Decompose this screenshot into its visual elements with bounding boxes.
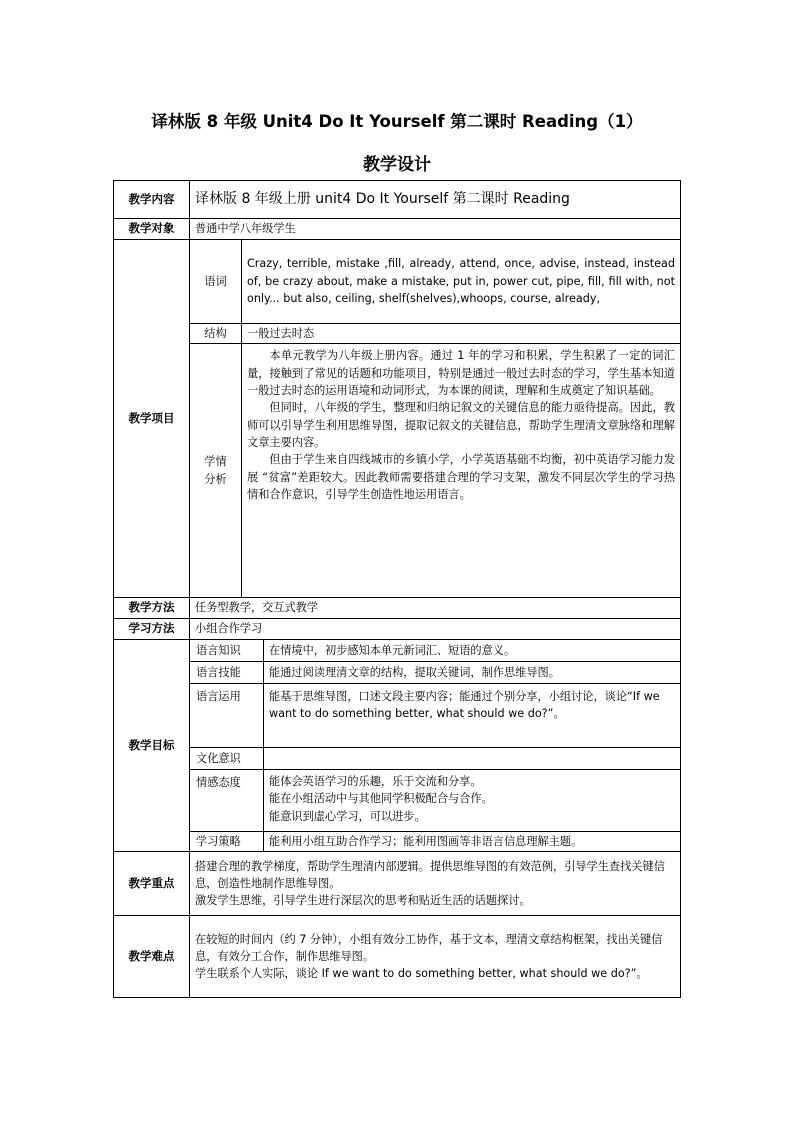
goal-culture-value bbox=[264, 747, 681, 769]
content-label: 教学内容 bbox=[114, 181, 190, 219]
document-subtitle: 教学设计 bbox=[363, 155, 431, 175]
key-label: 教学重点 bbox=[114, 852, 190, 916]
learn-value: 小组合作学习 bbox=[190, 618, 681, 639]
target-value: 普通中学八年级学生 bbox=[190, 219, 681, 240]
row-structure bbox=[114, 323, 681, 343]
goal-label: 教学目标 bbox=[114, 639, 190, 851]
content-value: 译林版 8 年级上册 unit4 Do It Yourself 第二课时 Reading bbox=[190, 181, 681, 219]
goal-attitude-label: 情感态度 bbox=[190, 769, 264, 831]
row-goal-culture bbox=[114, 747, 681, 769]
vocab-label: 语词 bbox=[190, 239, 242, 323]
structure-label: 结构 bbox=[190, 323, 242, 343]
lesson-plan-table bbox=[113, 180, 681, 998]
goal-attitude-line: 能在小组活动中与其他同学积极配合与合作。 bbox=[269, 792, 493, 806]
row-learn bbox=[114, 618, 681, 639]
project-label: 教学项目 bbox=[114, 239, 190, 597]
row-goal-skill bbox=[114, 661, 681, 683]
structure-value: 一般过去时态 bbox=[242, 323, 681, 343]
goal-attitude-value bbox=[264, 769, 681, 831]
row-vocab bbox=[114, 239, 681, 323]
learn-label: 学习方法 bbox=[114, 618, 190, 639]
goal-use-value: 能基于思维导图，口述文段主要内容；能通过个别分享，小组讨论，谈论“If we want to do something better, what should we do?”。 bbox=[264, 683, 681, 747]
goal-culture-label: 文化意识 bbox=[190, 747, 264, 769]
row-goal-attitude bbox=[114, 769, 681, 831]
goal-attitude-line: 能体会英语学习的乐趣，乐于交流和分享。 bbox=[269, 774, 482, 788]
difficulty-value bbox=[190, 916, 681, 998]
key-line: 搭建合理的教学梯度，帮助学生理清内部逻辑。提供思维导图的有效范例，引导学生查找关键信息，创造性地制作思维导图。 bbox=[195, 859, 665, 890]
row-goal-use bbox=[114, 683, 681, 747]
method-value: 任务型教学，交互式教学 bbox=[190, 598, 681, 619]
goal-skill-value: 能通过阅读理清文章的结构，提取关键词，制作思维导图。 bbox=[264, 661, 681, 683]
row-method bbox=[114, 598, 681, 619]
row-analysis bbox=[114, 344, 681, 598]
row-difficulty bbox=[114, 916, 681, 998]
document-title: 译林版 8 年级 Unit4 Do It Yourself 第二课时 Reading（1） bbox=[151, 112, 643, 131]
goal-strategy-label: 学习策略 bbox=[190, 831, 264, 851]
target-label: 教学对象 bbox=[114, 219, 190, 240]
analysis-paragraph-2: 但同时，八年级的学生，整理和归纳记叙文的关键信息的能力亟待提高。因此，教师可以引导学生利用思维导图，提取记叙文的关键信息，帮助学生理清文章脉络和理解文章主要内容。 bbox=[247, 401, 675, 449]
difficulty-label: 教学难点 bbox=[114, 916, 190, 998]
analysis-paragraph-1: 本单元教学为八年级上册内容。通过 1 年的学习和积累，学生积累了一定的词汇量，接触到了常见的话题和功能项目，特别是通过一般过去时态的学习，学生基本知道一般过去时态的运用语境和动词形式，为本课的阅读，理解和生成奠定了知识基础。 bbox=[247, 349, 675, 397]
goal-knowledge-label: 语言知识 bbox=[190, 639, 264, 661]
analysis-label-line2: 分析 bbox=[204, 472, 227, 486]
row-goal-knowledge bbox=[114, 639, 681, 661]
difficulty-line: 在较短的时间内（约 7 分钟），小组有效分工协作，基于文本，理清文章结构框架，找出关键信息，有效分工合作，制作思维导图。 bbox=[195, 932, 663, 963]
goal-skill-label: 语言技能 bbox=[190, 661, 264, 683]
goal-knowledge-value: 在情境中，初步感知本单元新词汇、短语的意义。 bbox=[264, 639, 681, 661]
analysis-paragraph-3: 但由于学生来自四线城市的乡镇小学，小学英语基础不均衡，初中英语学习能力发展 “贫富”差距较大。因此教师需要搭建合理的学习支架，激发不同层次学生的学习热情和合作意识，引导学生创造性地运用语言。 bbox=[247, 453, 675, 502]
method-label: 教学方法 bbox=[114, 598, 190, 619]
analysis-label bbox=[190, 344, 242, 598]
goal-use-label: 语言运用 bbox=[190, 683, 264, 747]
analysis-value bbox=[242, 344, 681, 598]
vocab-value: Crazy, terrible, mistake ,fill, already, attend, once, advise, instead, instead of, be crazy about, make a mistake, put in, power cut, pipe, fill, fill with, not only... but also, ceiling, shelf(shelves),whoops, course, already, bbox=[242, 239, 681, 323]
difficulty-line: 学生联系个人实际，谈论 If we want to do something better, what should we do?”。 bbox=[195, 967, 648, 981]
key-line: 激发学生思维，引导学生进行深层次的思考和贴近生活的话题探讨。 bbox=[195, 894, 531, 908]
key-value bbox=[190, 852, 681, 916]
row-target bbox=[114, 219, 681, 240]
analysis-label-line1: 学情 bbox=[204, 455, 227, 469]
row-key bbox=[114, 852, 681, 916]
row-content bbox=[114, 181, 681, 219]
goal-attitude-line: 能意识到虚心学习，可以进步。 bbox=[269, 809, 426, 823]
row-goal-strategy bbox=[114, 831, 681, 851]
goal-strategy-value: 能利用小组互助合作学习；能利用图画等非语言信息理解主题。 bbox=[264, 831, 681, 851]
